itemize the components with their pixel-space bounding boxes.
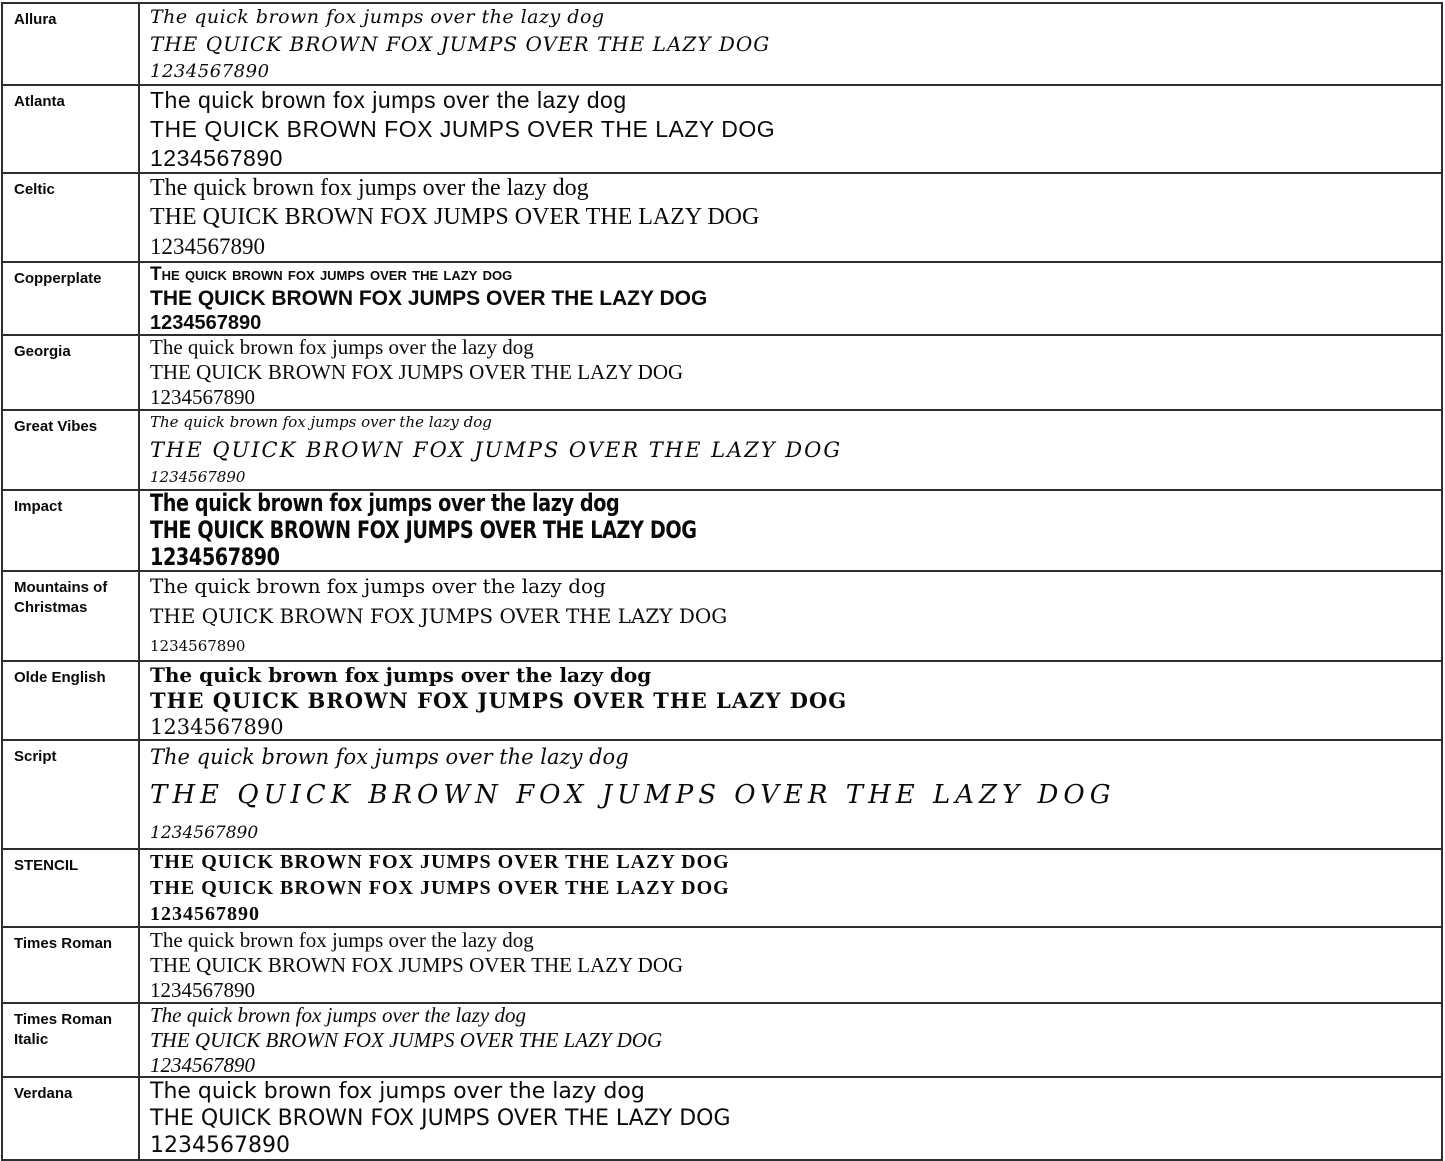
font-name-cell — [3, 411, 140, 489]
sample-line-lowercase: The quick brown fox jumps over the lazy dog — [150, 1004, 527, 1027]
font-name-label: Allura — [14, 11, 57, 28]
table-row-timesroman — [3, 928, 1441, 1004]
table-row-copperplate — [3, 263, 1441, 336]
sample-cell — [140, 928, 1441, 1002]
table-row-impact — [3, 491, 1441, 572]
sample-line-digits: 1234567890 — [150, 822, 259, 843]
font-name-cell — [3, 662, 140, 739]
sample-line-uppercase: THE QUICK BROWN FOX JUMPS OVER THE LAZY DOG — [150, 877, 730, 899]
sample-line-uppercase: THE QUICK BROWN FOX JUMPS OVER THE LAZY DOG — [150, 1106, 731, 1131]
font-name-label: Georgia — [14, 343, 71, 360]
font-name-cell — [3, 572, 140, 660]
sample-line-lowercase: The quick brown fox jumps over the lazy dog — [150, 5, 605, 28]
sample-line-digits: 1234567890 — [150, 1052, 255, 1077]
sample-cell — [140, 86, 1441, 172]
sample-line-lowercase: The quick brown fox jumps over the lazy dog — [150, 744, 629, 769]
sample-line-lowercase: THE QUICK BROWN FOX JUMPS OVER THE LAZY DOG — [150, 851, 730, 873]
table-row-mountains — [3, 572, 1441, 662]
font-name-cell — [3, 741, 140, 848]
font-name-label: Times Roman — [14, 935, 113, 952]
sample-line-uppercase: THE QUICK BROWN FOX JUMPS OVER THE LAZY DOG — [150, 516, 697, 544]
font-name-label: Olde English — [14, 669, 106, 686]
font-name-cell — [3, 928, 140, 1002]
sample-line-lowercase: The quick brown fox jumps over the lazy dog — [150, 336, 534, 359]
sample-line-uppercase: THE QUICK BROWN FOX JUMPS OVER THE LAZY DOG — [150, 779, 1116, 810]
sample-line-lowercase: The quick brown fox jumps over the lazy dog — [150, 491, 620, 517]
sample-cell — [140, 411, 1441, 489]
sample-cell — [140, 336, 1441, 409]
font-name-cell — [3, 174, 140, 261]
table-row-script — [3, 741, 1441, 850]
table-row-celtic — [3, 174, 1441, 263]
sample-cell — [140, 263, 1441, 334]
font-name-label: Impact — [14, 498, 63, 515]
sample-line-uppercase: THE QUICK BROWN FOX JUMPS OVER THE LAZY DOG — [150, 360, 684, 384]
sample-line-digits: 1234567890 — [150, 1133, 290, 1158]
sample-line-uppercase: THE QUICK BROWN FOX JUMPS OVER THE LAZY DOG — [150, 31, 771, 56]
sample-line-digits: 1234567890 — [150, 714, 284, 739]
font-name-label: Mountains of Christmas — [14, 579, 108, 616]
sample-line-lowercase: The quick brown fox jumps over the lazy dog — [150, 413, 492, 431]
font-name-cell — [3, 263, 140, 334]
sample-line-uppercase: THE QUICK BROWN FOX JUMPS OVER THE LAZY DOG — [150, 604, 728, 628]
sample-line-digits: 1234567890 — [150, 311, 262, 334]
sample-line-uppercase: THE QUICK BROWN FOX JUMPS OVER THE LAZY DOG — [150, 286, 708, 310]
sample-line-digits: 1234567890 — [150, 60, 270, 82]
sample-line-digits: 1234567890 — [150, 468, 246, 486]
sample-line-digits: 1234567890 — [150, 543, 280, 571]
table-row-greatvibes — [3, 411, 1441, 491]
sample-line-uppercase: THE QUICK BROWN FOX JUMPS OVER THE LAZY DOG — [150, 1027, 663, 1052]
table-row-georgia — [3, 336, 1441, 411]
sample-line-uppercase: THE QUICK BROWN FOX JUMPS OVER THE LAZY DOG — [150, 115, 776, 142]
sample-line-lowercase: The quick brown fox jumps over the lazy dog — [150, 175, 589, 201]
sample-cell — [140, 850, 1441, 926]
sample-line-digits: 1234567890 — [150, 144, 283, 171]
font-name-label: Atlanta — [14, 93, 65, 110]
sample-line-uppercase: THE QUICK BROWN FOX JUMPS OVER THE LAZY DOG — [150, 204, 760, 230]
sample-line-uppercase: THE QUICK BROWN FOX JUMPS OVER THE LAZY DOG — [150, 687, 848, 713]
font-name-label: STENCIL — [14, 857, 79, 874]
sample-cell — [140, 741, 1441, 848]
sample-line-lowercase: The quick brown fox jumps over the lazy dog — [150, 263, 513, 285]
font-name-cell — [3, 491, 140, 570]
sample-cell — [140, 4, 1441, 84]
font-name-cell — [3, 336, 140, 409]
font-name-label: Great Vibes — [14, 418, 98, 435]
font-name-label: Copperplate — [14, 270, 102, 287]
sample-line-lowercase: The quick brown fox jumps over the lazy dog — [150, 86, 627, 113]
sample-cell — [140, 572, 1441, 660]
sample-line-lowercase: The quick brown fox jumps over the lazy dog — [150, 1079, 645, 1104]
font-name-cell — [3, 1078, 140, 1159]
sample-line-digits: 1234567890 — [150, 977, 255, 1002]
sample-cell — [140, 491, 1441, 570]
font-specimen-table — [1, 2, 1443, 1161]
sample-line-digits: 1234567890 — [150, 903, 260, 925]
sample-cell — [140, 662, 1441, 739]
font-name-label: Script — [14, 748, 57, 765]
sample-cell — [140, 1078, 1441, 1159]
table-row-allura — [3, 4, 1441, 86]
font-name-label: Celtic — [14, 181, 55, 198]
sample-line-uppercase: THE QUICK BROWN FOX JUMPS OVER THE LAZY DOG — [150, 438, 843, 462]
sample-line-uppercase: THE QUICK BROWN FOX JUMPS OVER THE LAZY DOG — [150, 952, 684, 977]
sample-line-lowercase: The quick brown fox jumps over the lazy dog — [150, 574, 606, 598]
sample-line-lowercase: The quick brown fox jumps over the lazy dog — [150, 662, 652, 687]
font-name-cell — [3, 4, 140, 84]
sample-line-digits: 1234567890 — [150, 385, 255, 409]
table-row-timesitalic — [3, 1004, 1441, 1078]
font-name-cell — [3, 86, 140, 172]
font-name-cell — [3, 1004, 140, 1076]
table-row-atlanta — [3, 86, 1441, 174]
table-row-stencil — [3, 850, 1441, 928]
font-name-label: Times Roman Italic — [14, 1011, 113, 1048]
sample-line-lowercase: The quick brown fox jumps over the lazy dog — [150, 928, 534, 952]
font-name-label: Verdana — [14, 1085, 73, 1102]
sample-line-digits: 1234567890 — [150, 234, 265, 259]
sample-line-digits: 1234567890 — [150, 637, 246, 655]
font-name-cell — [3, 850, 140, 926]
sample-cell — [140, 174, 1441, 261]
table-row-oldeenglish — [3, 662, 1441, 741]
table-row-verdana — [3, 1078, 1441, 1159]
sample-cell — [140, 1004, 1441, 1076]
